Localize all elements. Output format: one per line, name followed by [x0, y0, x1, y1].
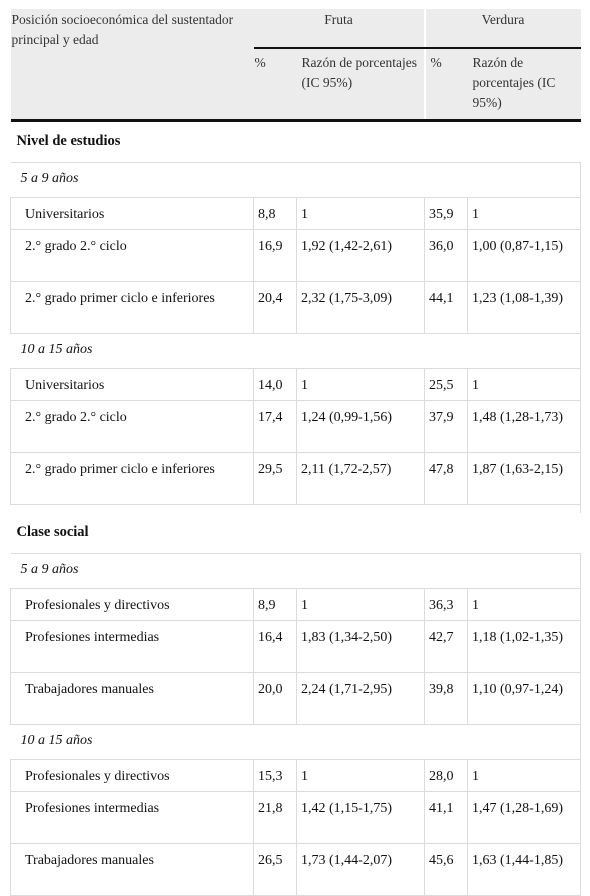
veg-ratio-cell: 1,48 (1,28-1,73): [468, 401, 581, 453]
fruit-ratio-cell: 1: [297, 760, 425, 792]
veg-ratio-cell: 1,18 (1,02-1,35): [468, 621, 581, 673]
veg-ratio-cell: 1,10 (0,97-1,24): [468, 673, 581, 725]
section-gap: [11, 505, 581, 514]
table-row: [11, 282, 581, 334]
fruit-pct-cell: 26,5: [254, 844, 297, 896]
age-group-row: [11, 163, 581, 198]
row-label: Profesiones intermedias: [11, 621, 254, 673]
veg-ratio-cell: 1,87 (1,63-2,15): [468, 453, 581, 505]
veg-pct-cell: 36,0: [425, 230, 468, 282]
veg-pct-cell: 39,8: [425, 673, 468, 725]
row-label: Profesionales y directivos: [11, 589, 254, 621]
veg-ratio-cell: 1,00 (0,87-1,15): [468, 230, 581, 282]
veg-ratio-cell: 1,47 (1,28-1,69): [468, 792, 581, 844]
section-title-row: [11, 513, 581, 554]
age-group-label: 10 a 15 años: [11, 334, 581, 369]
row-label: Profesiones intermedias: [11, 792, 254, 844]
fruit-pct-cell: 21,8: [254, 792, 297, 844]
veg-group-header: Verdura: [425, 9, 581, 48]
veg-ratio-cell: 1: [468, 589, 581, 621]
row-label: Universitarios: [11, 198, 254, 230]
veg-pct-cell: 25,5: [425, 369, 468, 401]
fruit-ratio-header: Razón de porcentajes (IC 95%): [301, 55, 417, 90]
fruit-ratio-cell: 1: [297, 589, 425, 621]
veg-pct-cell: 44,1: [425, 282, 468, 334]
veg-ratio-cell: 1: [468, 369, 581, 401]
table-row: [11, 230, 581, 282]
fruit-pct-cell: 16,9: [254, 230, 297, 282]
veg-ratio-cell: 1: [468, 198, 581, 230]
fruit-ratio-cell: 2,11 (1,72-2,57): [297, 453, 425, 505]
veg-pct-cell: 41,1: [425, 792, 468, 844]
age-group-label: 5 a 9 años: [11, 554, 581, 589]
row-label: 2.° grado 2.° ciclo: [11, 401, 254, 453]
veg-ratio-cell: 1,63 (1,44-1,85): [468, 844, 581, 896]
age-group-row: [11, 725, 581, 760]
fruit-group-header: Fruta: [254, 9, 425, 48]
fruit-ratio-cell: 1,42 (1,15-1,75): [297, 792, 425, 844]
table-row: [11, 401, 581, 453]
fruit-ratio-cell: 1,92 (1,42-2,61): [297, 230, 425, 282]
table-row: [11, 369, 581, 401]
veg-pct-cell: 42,7: [425, 621, 468, 673]
table-row: [11, 792, 581, 844]
table-row: [11, 621, 581, 673]
row-label: Profesionales y directivos: [11, 760, 254, 792]
fruit-pct-cell: 15,3: [254, 760, 297, 792]
fruit-pct-cell: 16,4: [254, 621, 297, 673]
row-label: Trabajadores manuales: [11, 673, 254, 725]
veg-pct-cell: 28,0: [425, 760, 468, 792]
veg-ratio-header: Razón de porcentajes (IC 95%): [472, 55, 556, 110]
section-title: Nivel de estudios: [16, 133, 121, 149]
table-row: [11, 453, 581, 505]
fruit-pct-cell: 14,0: [254, 369, 297, 401]
veg-pct-cell: 45,6: [425, 844, 468, 896]
fruit-pct-cell: 8,9: [254, 589, 297, 621]
row-label: 2.° grado primer ciclo e inferiores: [11, 282, 254, 334]
veg-pct-header: %: [425, 48, 468, 119]
fruit-pct-cell: 20,0: [254, 673, 297, 725]
fruit-ratio-cell: 2,24 (1,71-2,95): [297, 673, 425, 725]
row-label: 2.° grado 2.° ciclo: [11, 230, 254, 282]
veg-pct-cell: 47,8: [425, 453, 468, 505]
row-label: Universitarios: [11, 369, 254, 401]
fruit-ratio-cell: 1,24 (0,99-1,56): [297, 401, 425, 453]
veg-ratio-cell: 1,23 (1,08-1,39): [468, 282, 581, 334]
table-row: [11, 198, 581, 230]
gap-cell: [11, 505, 581, 514]
row-label: 2.° grado primer ciclo e inferiores: [11, 453, 254, 505]
section-title-row: [11, 121, 581, 163]
table-row: [11, 844, 581, 896]
fruit-pct-cell: 8,8: [254, 198, 297, 230]
fruit-pct-header: %: [254, 55, 266, 70]
table-row: [11, 673, 581, 725]
fruit-ratio-cell: 1: [297, 198, 425, 230]
veg-pct-cell: 36,3: [425, 589, 468, 621]
fruit-ratio-cell: 2,32 (1,75-3,09): [297, 282, 425, 334]
table-body: [11, 121, 581, 896]
veg-pct-cell: 35,9: [425, 198, 468, 230]
age-group-label: 10 a 15 años: [11, 725, 581, 760]
veg-ratio-cell: 1: [468, 760, 581, 792]
table-row: [11, 589, 581, 621]
veg-pct-cell: 37,9: [425, 401, 468, 453]
table-row: [11, 760, 581, 792]
fruit-ratio-cell: 1,73 (1,44-2,07): [297, 844, 425, 896]
age-group-row: [11, 334, 581, 369]
fruit-ratio-cell: 1,83 (1,34-2,50): [297, 621, 425, 673]
section-title: Clase social: [16, 524, 89, 540]
fruit-pct-cell: 20,4: [254, 282, 297, 334]
data-table: [10, 9, 581, 896]
row-label: Trabajadores manuales: [11, 844, 254, 896]
age-group-row: [11, 554, 581, 589]
header-row-groups: [11, 9, 581, 48]
fruit-pct-cell: 17,4: [254, 401, 297, 453]
fruit-pct-cell: 29,5: [254, 453, 297, 505]
age-group-label: 5 a 9 años: [11, 163, 581, 198]
fruit-ratio-cell: 1: [297, 369, 425, 401]
position-header: Posición socioeconómica del sustentador principal y edad: [11, 12, 234, 47]
